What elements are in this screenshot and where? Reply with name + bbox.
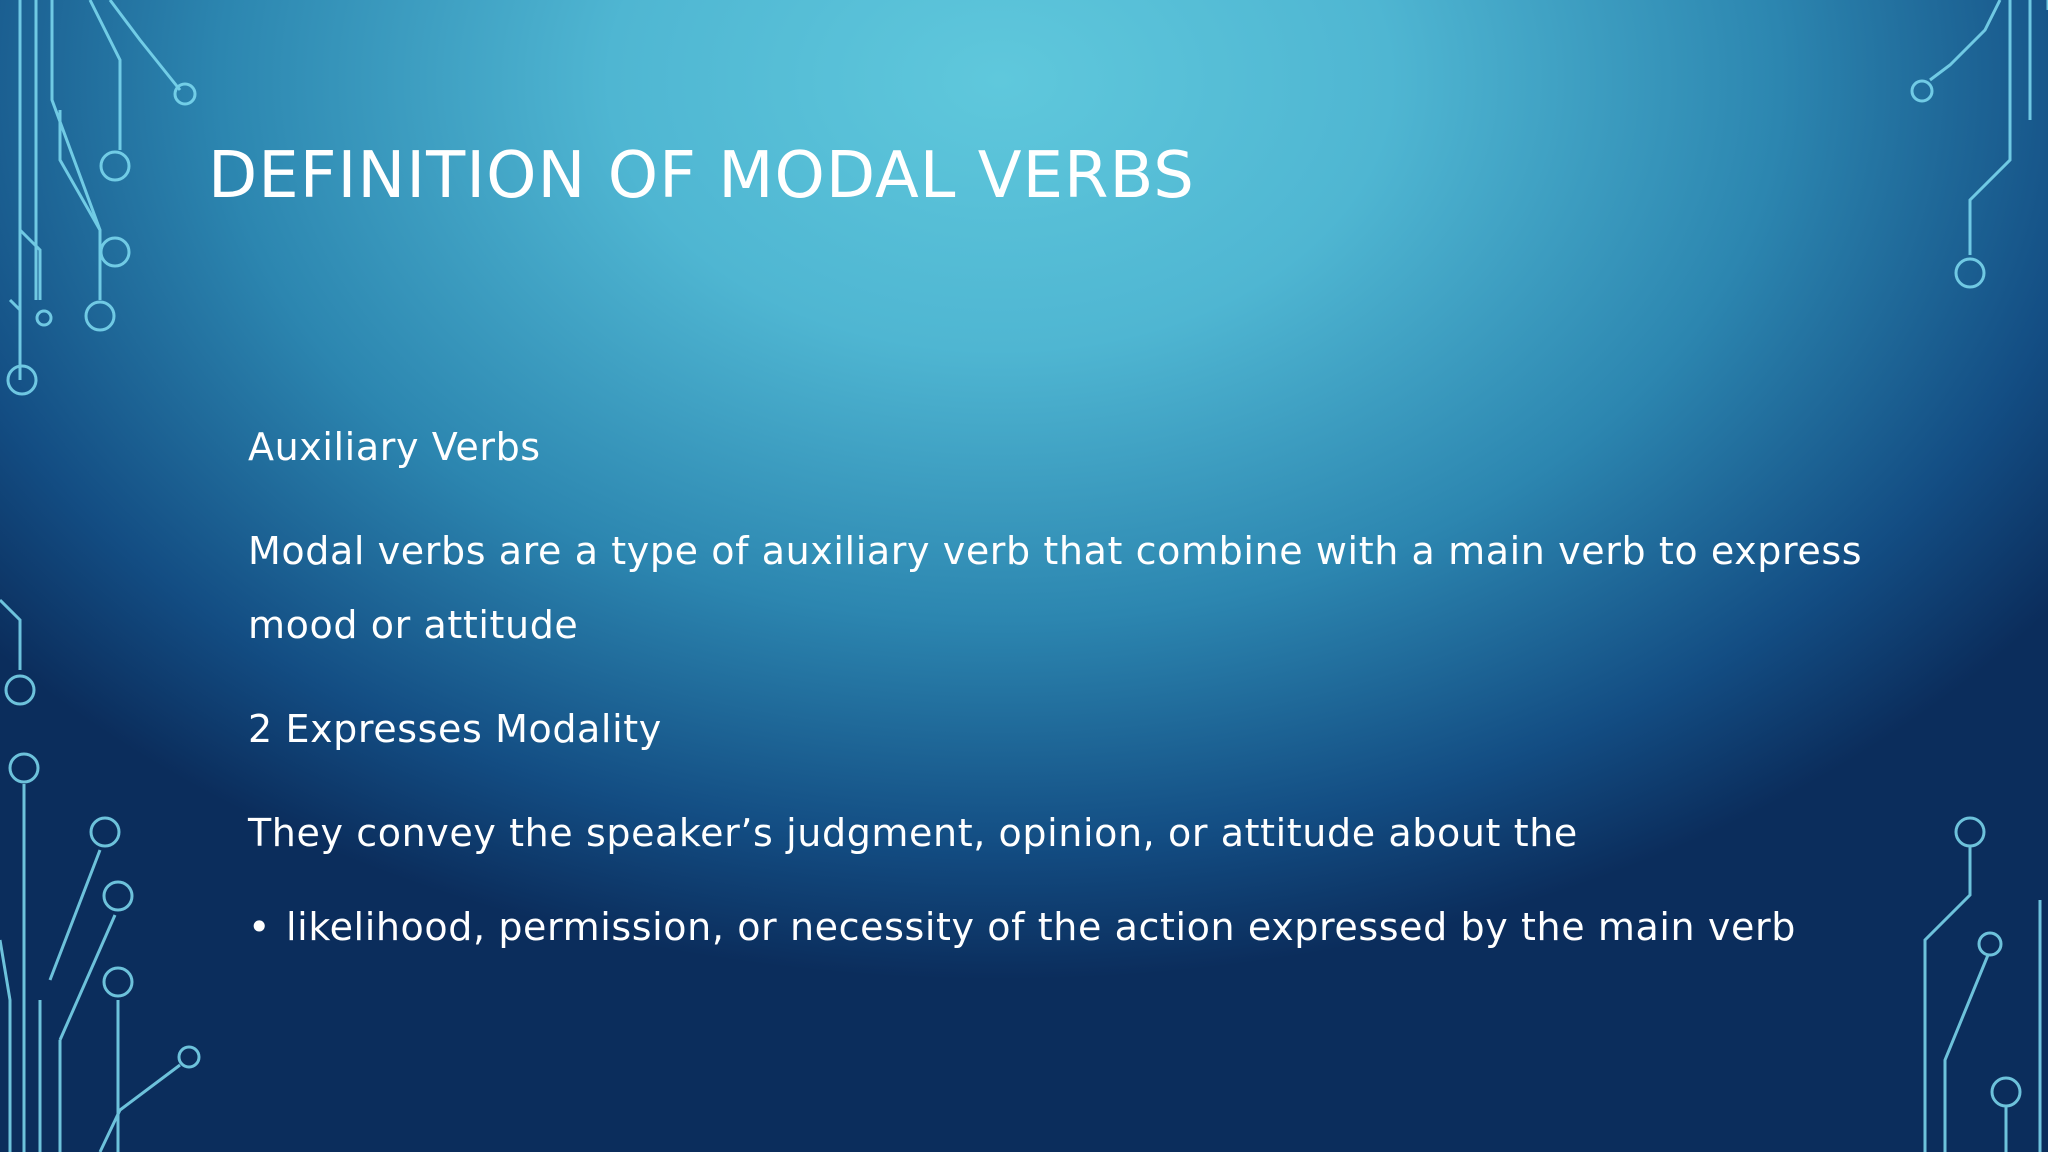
paragraph-convey: They convey the speaker’s judgment, opinion, or attitude about the xyxy=(248,811,1578,855)
slide-body xyxy=(248,410,1868,964)
paragraph-expresses-modality: 2 Expresses Modality xyxy=(248,707,662,751)
paragraph-definition: Modal verbs are a type of auxiliary verb that combine with a main verb to express mood or attitude xyxy=(248,529,1863,647)
slide-title: DEFINITION OF MODAL VERBS xyxy=(208,139,1195,213)
bullet-item xyxy=(248,890,1868,964)
bullet-text: likelihood, permission, or necessity of the action expressed by the main verb xyxy=(286,905,1796,949)
bullet-dot-icon: • xyxy=(248,905,272,949)
paragraph-auxiliary-verbs: Auxiliary Verbs xyxy=(248,425,541,469)
